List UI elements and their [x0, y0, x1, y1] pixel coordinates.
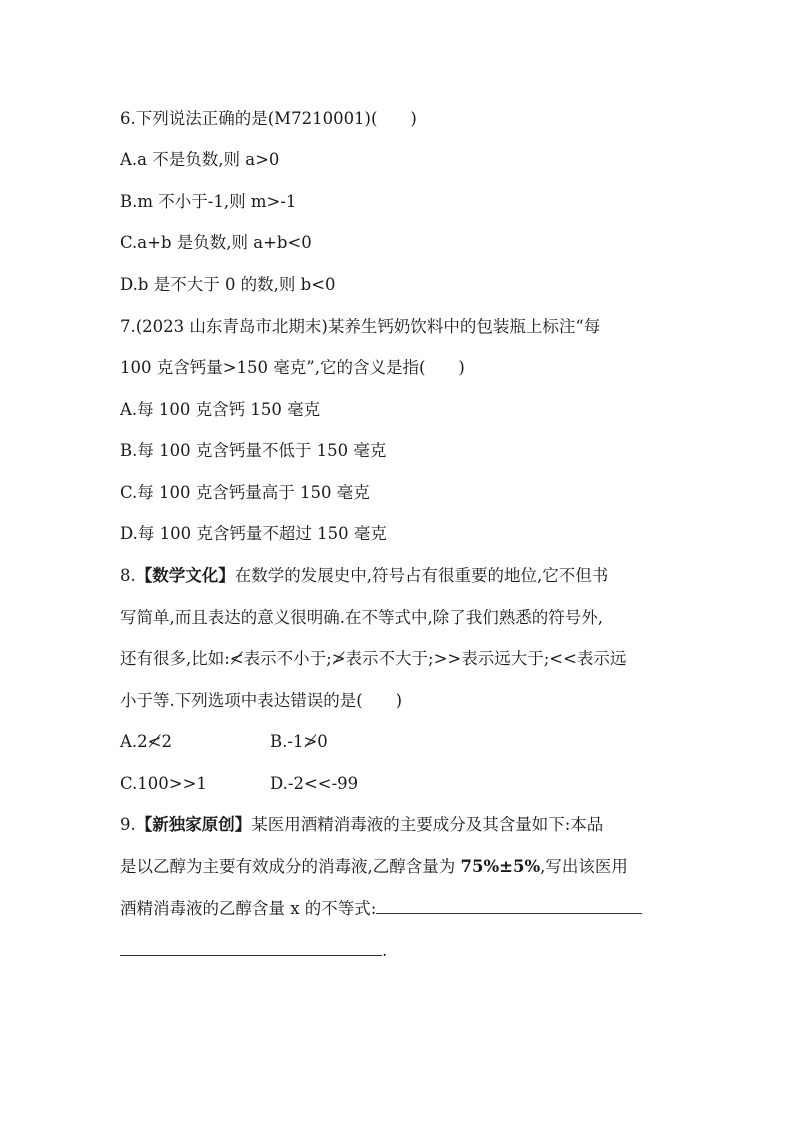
- q9-number: 9.: [120, 815, 136, 834]
- q7-option-b: B.每 100 克含钙量不低于 150 毫克: [120, 441, 387, 460]
- q8-options-row1: [120, 730, 328, 754]
- q9-stem-line1: [120, 813, 603, 837]
- q9-text-line1: 某医用酒精消毒液的主要成分及其含量如下:本品: [251, 815, 604, 834]
- q8-stem-line1: [120, 564, 608, 588]
- q6-option-d: D.b 是不大于 0 的数,则 b<0: [120, 275, 336, 294]
- q9-end-period: .: [382, 941, 388, 960]
- q6-stem: 6.下列说法正确的是(M7210001)( ): [120, 109, 417, 128]
- q9-text-line2c: ,写出该医用: [540, 857, 628, 876]
- q8-tag: 【数学文化】: [135, 566, 235, 585]
- q9-range: 75%±5%: [460, 857, 541, 876]
- q7-option-d: D.每 100 克含钙量不超过 150 毫克: [120, 524, 387, 543]
- q7-stem-line2: 100 克含钙量>150 毫克”,它的含义是指( ): [120, 358, 465, 377]
- q8-option-a: A.2≮2: [120, 732, 172, 751]
- q8-option-b: B.-1≯0: [270, 732, 328, 751]
- q9-text-line2a: 是以乙醇为主要有效成分的消毒液,乙醇含量为: [120, 857, 461, 876]
- q8-stem-line2: 写简单,而且表达的意义很明确.在不等式中,除了我们熟悉的符号外,: [120, 608, 603, 627]
- q8-number: 8.: [120, 566, 136, 585]
- q6-option-c: C.a+b 是负数,则 a+b<0: [120, 233, 312, 252]
- answer-blank-1[interactable]: [376, 912, 642, 914]
- q8-option-d: D.-2<<-99: [270, 774, 359, 793]
- answer-blank-2[interactable]: [120, 954, 382, 956]
- q9-stem-line3: [120, 897, 642, 921]
- q8-text-line1: 在数学的发展史中,符号占有很重要的地位,它不但书: [234, 566, 609, 585]
- q8-options-row2: [120, 772, 359, 796]
- q7-stem-line1: 7.(2023 山东青岛市北期末)某养生钙奶饮料中的包装瓶上标注“每: [120, 317, 601, 336]
- q6-option-a: A.a 不是负数,则 a>0: [120, 150, 280, 169]
- q8-stem-line4: 小于等.下列选项中表达错误的是( ): [120, 691, 403, 710]
- q9-answer-line: [120, 939, 387, 963]
- q9-text-line3: 酒精消毒液的乙醇含量 x 的不等式:: [120, 899, 377, 918]
- q7-option-a: A.每 100 克含钙 150 毫克: [120, 400, 321, 419]
- q9-tag: 【新独家原创】: [135, 815, 252, 834]
- q9-stem-line2: [120, 855, 628, 879]
- q8-stem-line3: 还有很多,比如:≮表示不小于;≯表示不大于;>>表示远大于;<<表示远: [120, 649, 627, 668]
- q8-option-c: C.100>>1: [120, 774, 207, 793]
- q6-option-b: B.m 不小于-1,则 m>-1: [120, 192, 297, 211]
- q7-option-c: C.每 100 克含钙量高于 150 毫克: [120, 483, 370, 502]
